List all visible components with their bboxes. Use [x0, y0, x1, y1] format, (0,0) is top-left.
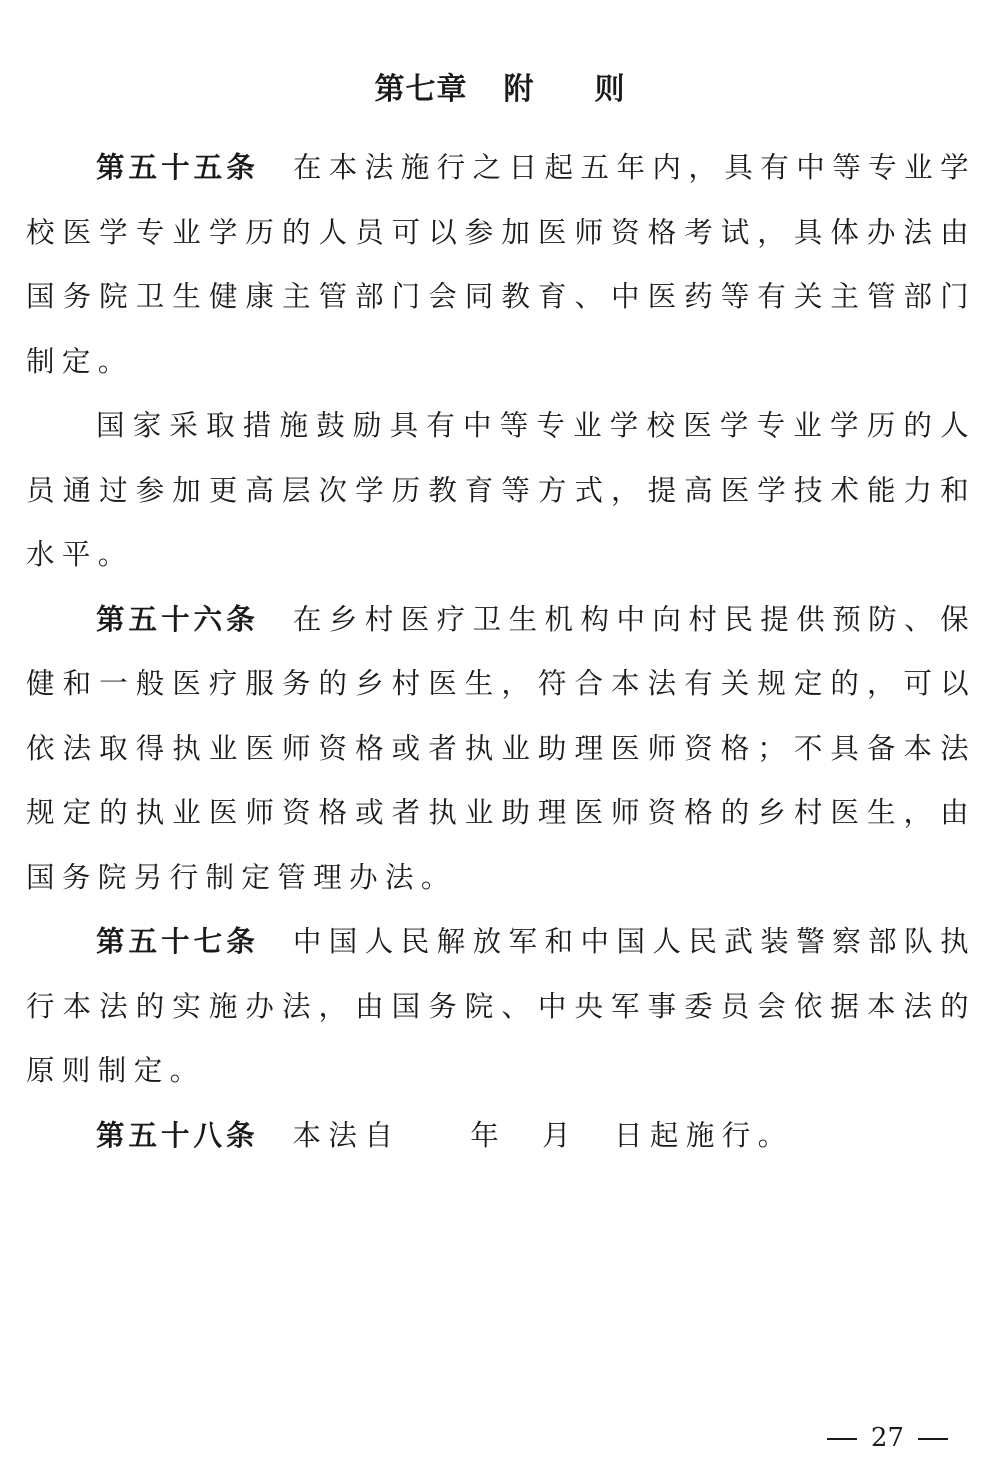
- article-text: 在本法施行之日起五年内，具有中等专业学校医学专业学历的人员可以参加医师资格考试，具体办法由国务院卫生健康主管部门会同教育、中医药等有关主管部门制定。: [26, 151, 976, 378]
- article-text: 国家采取措施鼓励具有中等专业学校医学专业学历的人员通过参加更高层次学历教育等方式，提高医学技术能力和水平。: [26, 409, 976, 571]
- article-58-paragraph-1: [26, 1104, 976, 1169]
- footer-dash-left: [827, 1438, 857, 1440]
- article-number: 第五十八条: [96, 1118, 259, 1152]
- article-55-paragraph-2: [26, 394, 976, 588]
- effective-date-prefix: 本法自: [292, 1118, 401, 1152]
- article-number: 第五十五条: [96, 151, 259, 184]
- effective-date-suffix: 日起施行。: [614, 1118, 794, 1152]
- chapter-name-part2: 则: [594, 72, 626, 108]
- article-57-paragraph-1: [26, 910, 976, 1104]
- article-text: 中国人民解放军和中国人民武装警察部队执行本法的实施办法，由国务院、中央军事委员会依据本法的原则制定。: [26, 925, 976, 1087]
- article-text: 在乡村医疗卫生机构中向村民提供预防、保健和一般医疗服务的乡村医生，符合本法有关规定的，可以依法取得执业医师资格或者执业助理医师资格；不具备本法规定的执业医师资格或者执业助理医师资格的乡村医生，由国务院另行制定管理办法。: [26, 602, 976, 894]
- chapter-title: [0, 68, 1000, 112]
- footer-dash-right: [918, 1438, 948, 1440]
- chapter-body: [26, 136, 976, 1168]
- chapter-name-part1: 附: [503, 72, 535, 108]
- effective-date-month: 月: [542, 1118, 579, 1152]
- article-number: 第五十六条: [96, 602, 259, 636]
- article-number: 第五十七条: [96, 925, 259, 958]
- article-56-paragraph-1: [26, 588, 976, 911]
- effective-date-year: 年: [470, 1118, 507, 1152]
- chapter-label: 第七章: [374, 72, 468, 108]
- article-55-paragraph-1: [26, 136, 976, 394]
- page-number: 27: [870, 1423, 904, 1453]
- page-footer: [813, 1418, 962, 1458]
